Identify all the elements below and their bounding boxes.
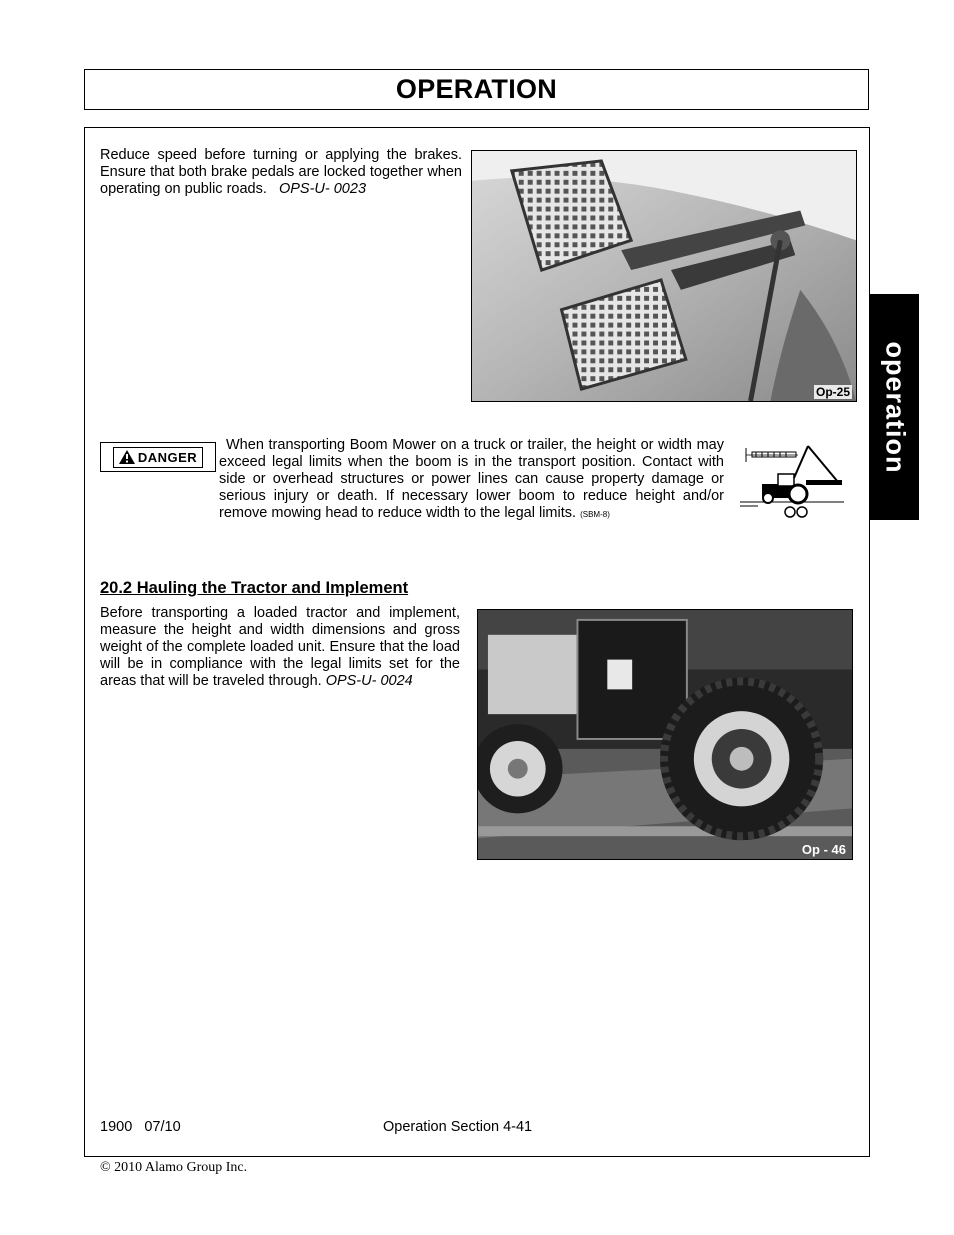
copyright: © 2010 Alamo Group Inc. (100, 1160, 248, 1175)
section-heading: 20.2 Hauling the Tractor and Implement (100, 579, 409, 597)
footer-page: Operation Section 4-41 (383, 1119, 533, 1135)
danger-paragraph (219, 437, 724, 523)
tractor-image (478, 610, 852, 859)
tractor-photo (477, 609, 853, 860)
page-title: OPERATION (395, 74, 558, 104)
brakes-paragraph (100, 147, 462, 198)
brake-pedals-photo (471, 150, 857, 402)
brake-photo-label: Op-25 (815, 385, 850, 399)
danger-badge-inner (113, 447, 203, 468)
brakes-text: Reduce speed before turning or applying the brakes. Ensure that both brake pedals are locked together when operating on public roads. (100, 147, 462, 197)
footer-model-date (100, 1119, 181, 1135)
danger-code: (SBM-8) (580, 510, 610, 519)
brake-pedals-image (472, 151, 856, 401)
side-tab-label: operation (880, 340, 911, 474)
danger-badge (100, 442, 216, 472)
section-side-tab (870, 294, 919, 520)
warning-triangle-icon (119, 450, 135, 464)
footer-model: 1900 (100, 1119, 133, 1135)
hauling-text: Before transporting a loaded tractor and implement, measure the height and width dimensions and gross weight of the complete loaded unit. Ensure that the load will be in compliance with the legal limits set for the areas that will be traveled through. (100, 605, 460, 689)
tractor-photo-label: Op - 46 (801, 842, 846, 857)
hauling-paragraph (100, 605, 460, 690)
danger-text: When transporting Boom Mower on a truck or trailer, the height or width may exceed legal limits when the boom is in the transport position. Contact with side or overhead structures or power lines can cause property damage or serious injury or death. If necessary lower boom to reduce height and/or remove mowing head to reduce width to the legal limits. (219, 437, 724, 521)
danger-badge-text: DANGER (137, 449, 198, 465)
page-header (84, 69, 869, 110)
footer-date: 07/10 (144, 1119, 181, 1135)
brakes-code: OPS-U- 0023 (278, 181, 367, 197)
boom-transport-warning-icon (738, 440, 846, 520)
hauling-code: OPS-U- 0024 (325, 673, 413, 689)
